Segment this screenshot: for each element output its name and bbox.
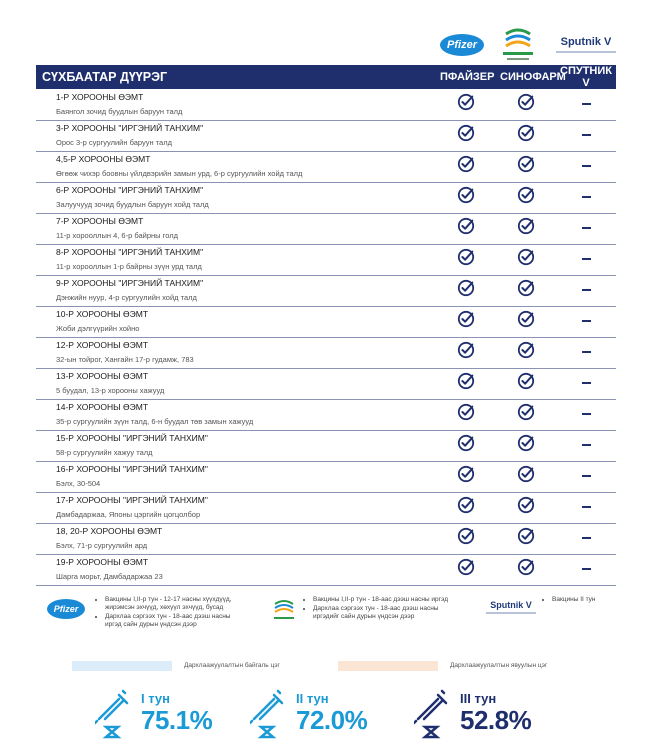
syringe-hourglass-icon — [414, 689, 448, 739]
dash-icon — [582, 165, 591, 167]
dose-1 — [95, 683, 235, 743]
sputnik-cell — [556, 368, 616, 399]
site-name: 3-Р ХОРООНЫ "ИРГЭНИЙ ТАНХИМ" — [56, 123, 204, 133]
table-row — [36, 306, 616, 337]
table-row — [36, 430, 616, 461]
pfizer-cell — [436, 275, 496, 306]
sputnik-logo-small: Sputnik V — [486, 600, 536, 614]
sputnik-cell — [556, 182, 616, 213]
pfizer-cell — [436, 523, 496, 554]
pfizer-cell — [436, 399, 496, 430]
pfizer-cell — [436, 430, 496, 461]
dose-2-label: II тун — [296, 691, 329, 706]
dose-stats — [0, 683, 647, 743]
site-name: 6-Р ХОРООНЫ "ИРГЭНИЙ ТАНХИМ" — [56, 185, 204, 195]
pfizer-notes — [95, 596, 245, 630]
check-icon — [517, 160, 535, 177]
note-item: • Дархлаа сэргээх тун - 18-аас дээш насны иргэд сайн дурын үндсэн дээр — [105, 613, 245, 629]
dash-icon — [582, 382, 591, 384]
dash-icon — [582, 444, 591, 446]
site-name: 18, 20-Р ХОРООНЫ ӨЭМТ — [56, 526, 163, 536]
sputnik-cell — [556, 554, 616, 585]
check-icon — [457, 532, 475, 549]
table-row — [36, 213, 616, 244]
site-address: Бэлх, 71-р сургуулийн ард — [56, 541, 148, 550]
sputnik-notes — [542, 596, 632, 605]
site-name: 15-Р ХОРООНЫ "ИРГЭНИЙ ТАНХИМ" — [56, 433, 208, 443]
vaccine-notes — [0, 592, 647, 642]
site-cell — [36, 275, 436, 306]
site-name: 4,5-Р ХОРООНЫ ӨЭМТ — [56, 154, 151, 164]
sinopharm-cell — [496, 337, 556, 368]
check-icon — [457, 222, 475, 239]
dash-icon — [582, 568, 591, 570]
pfizer-cell — [436, 368, 496, 399]
site-cell — [36, 430, 436, 461]
site-cell — [36, 120, 436, 151]
sputnik-cell — [556, 399, 616, 430]
site-cell — [36, 461, 436, 492]
sputnik-logo: Sputnik V — [556, 36, 616, 53]
legend-partial-swatch — [338, 661, 438, 671]
site-cell — [36, 213, 436, 244]
table-row — [36, 554, 616, 585]
legend-partial-label: Дархлаажуулалтын явуулын цэг — [450, 662, 548, 669]
vaccination-points-table — [36, 65, 616, 586]
sputnik-cell — [556, 430, 616, 461]
site-address: 11-р хорооллын 1-р байрны зүүн урд талд — [56, 262, 202, 271]
check-icon — [517, 501, 535, 518]
site-address: Баянгол зочид буудлын баруун талд — [56, 106, 183, 116]
check-icon — [517, 532, 535, 549]
site-name: 14-Р ХОРООНЫ ӨЭМТ — [56, 402, 149, 412]
table-row — [36, 275, 616, 306]
pfizer-cell — [436, 306, 496, 337]
sinopharm-cell — [496, 554, 556, 585]
table-row — [36, 151, 616, 182]
sputnik-cell — [556, 244, 616, 275]
sputnik-cell — [556, 523, 616, 554]
site-cell — [36, 337, 436, 368]
sinopharm-cell — [496, 213, 556, 244]
check-icon — [457, 191, 475, 208]
table-row — [36, 461, 616, 492]
site-cell — [36, 523, 436, 554]
syringe-hourglass-icon — [95, 689, 129, 739]
district-title: СҮХБААТАР ДҮҮРЭГ — [42, 70, 168, 84]
pfizer-cell — [436, 151, 496, 182]
sinopharm-cell — [496, 151, 556, 182]
table-row — [36, 120, 616, 151]
check-icon — [457, 470, 475, 487]
note-item: • Вакцины I,II-р тун - 12-17 насны хүүхдүүд, жирэмсэн эхчүүд, хөхүүл эхчүүд, бусад — [105, 596, 245, 612]
check-icon — [457, 98, 475, 115]
site-address: Өгөөж чихэр боовны үйлдвэрийн замын урд, 6-р сургуулийн хойд талд — [56, 169, 303, 178]
check-icon — [457, 315, 475, 332]
site-name: 8-Р ХОРООНЫ "ИРГЭНИЙ ТАНХИМ" — [56, 247, 204, 257]
col-pfizer: ПФАЙЗЕР — [440, 71, 495, 83]
check-icon — [517, 563, 535, 580]
site-address: 35-р сургуулийн зүүн талд, 6-н буудал төв замын хажууд — [56, 417, 254, 426]
site-name: 19-Р ХОРООНЫ ӨЭМТ — [56, 557, 149, 567]
sinopharm-cell — [496, 244, 556, 275]
dose-3 — [414, 683, 554, 743]
dose-1-pct: 75.1% — [141, 705, 213, 735]
table-row — [36, 368, 616, 399]
dash-icon — [582, 258, 591, 260]
site-address: 11-р хорооллын 4, 6-р байрны голд — [56, 231, 178, 240]
site-cell — [36, 368, 436, 399]
sputnik-cell — [556, 461, 616, 492]
check-icon — [517, 377, 535, 394]
col-sinopharm: СИНОФАРМ — [500, 71, 566, 83]
vaccine-logos — [0, 22, 647, 66]
sputnik-cell — [556, 275, 616, 306]
site-address: Дэнжийн нуур, 4-р сургуулийн хойд талд — [56, 293, 197, 302]
sinopharm-cell — [496, 523, 556, 554]
sinopharm-cell — [496, 399, 556, 430]
dash-icon — [582, 103, 591, 105]
dash-icon — [582, 227, 591, 229]
check-icon — [517, 470, 535, 487]
table-row — [36, 523, 616, 554]
site-name: 10-Р ХОРООНЫ ӨЭМТ — [56, 309, 149, 319]
site-name: 16-Р ХОРООНЫ "ИРГЭНИЙ ТАНХИМ" — [56, 464, 208, 474]
sinopharm-cell — [496, 275, 556, 306]
dose-2-pct: 72.0% — [296, 705, 368, 735]
site-name: 1-Р ХОРООНЫ ӨЭМТ — [56, 91, 144, 102]
dash-icon — [582, 475, 591, 477]
check-icon — [517, 346, 535, 363]
site-address: Бэлх, 30-504 — [56, 479, 101, 488]
pfizer-cell — [436, 89, 496, 120]
sputnik-cell — [556, 492, 616, 523]
check-icon — [457, 346, 475, 363]
dash-icon — [582, 537, 591, 539]
site-cell — [36, 89, 436, 120]
pfizer-logo-small: Pfizer — [47, 599, 85, 619]
sinopharm-cell — [496, 430, 556, 461]
table-row — [36, 337, 616, 368]
sinopharm-cell — [496, 368, 556, 399]
check-icon — [517, 439, 535, 456]
check-icon — [457, 377, 475, 394]
pfizer-cell — [436, 182, 496, 213]
sputnik-cell — [556, 89, 616, 120]
legend-full-swatch — [72, 661, 172, 671]
pfizer-logo: Pfizer — [440, 34, 484, 56]
pfizer-cell — [436, 492, 496, 523]
check-icon — [457, 129, 475, 146]
note-item: • Вакцины I,II-р тун - 18-аас дээш насны иргэд — [313, 596, 463, 604]
table-row — [36, 399, 616, 430]
site-address: Залуучууд зочид буудлын баруун хойд талд — [56, 200, 209, 209]
site-cell — [36, 244, 436, 275]
site-address: 32-ын тойрог, Хангайн 17-р гудамж, 783 — [56, 355, 194, 364]
check-icon — [457, 563, 475, 580]
table-row — [36, 244, 616, 275]
note-item: • Вакцины II тун — [552, 596, 632, 604]
table-row — [36, 89, 616, 120]
site-address: Шарга морьт, Дамбадаржаа 23 — [56, 572, 163, 581]
syringe-hourglass-icon — [250, 689, 284, 739]
table-row — [36, 492, 616, 523]
sputnik-cell — [556, 337, 616, 368]
sinopharm-cell — [496, 182, 556, 213]
site-name: 7-Р ХОРООНЫ ӨЭМТ — [56, 216, 144, 226]
dose-2 — [250, 683, 390, 743]
table-row — [36, 182, 616, 213]
dash-icon — [582, 134, 591, 136]
check-icon — [517, 253, 535, 270]
pfizer-cell — [436, 213, 496, 244]
sinopharm-cell — [496, 492, 556, 523]
dash-icon — [582, 413, 591, 415]
sinopharm-cell — [496, 461, 556, 492]
pfizer-cell — [436, 337, 496, 368]
sinopharm-cell — [496, 306, 556, 337]
sinopharm-notes — [303, 596, 463, 622]
pfizer-cell — [436, 554, 496, 585]
col-sputnik: СПУТНИК V — [560, 65, 612, 89]
sinopharm-logo — [498, 24, 538, 64]
site-address: Дамбадаржаа, Японы цэргийн цогцолбор — [56, 510, 201, 519]
pfizer-cell — [436, 461, 496, 492]
sinopharm-cell — [496, 120, 556, 151]
sinopharm-cell — [496, 89, 556, 120]
dose-3-pct: 52.8% — [460, 705, 532, 735]
note-item: • Дархлаа сэргээх тун - 18-аас дээш насны иргэдийг сайн дурын үндсэн дээр — [313, 605, 463, 621]
sinopharm-logo-small — [271, 596, 297, 624]
dose-1-label: I тун — [141, 691, 170, 706]
sputnik-cell — [556, 151, 616, 182]
site-address: Жоби дэлгүүрийн хойно — [56, 324, 140, 333]
dash-icon — [582, 351, 591, 353]
check-icon — [517, 191, 535, 208]
dash-icon — [582, 506, 591, 508]
sputnik-cell — [556, 120, 616, 151]
site-cell — [36, 306, 436, 337]
dash-icon — [582, 289, 591, 291]
check-icon — [457, 439, 475, 456]
check-icon — [457, 501, 475, 518]
check-icon — [517, 315, 535, 332]
site-cell — [36, 182, 436, 213]
site-name: 17-Р ХОРООНЫ "ИРГЭНИЙ ТАНХИМ" — [56, 495, 208, 505]
site-address: 58-р сургуулийн хажуу талд — [56, 448, 153, 457]
site-address: Орос 3-р сургуулийн баруун талд — [56, 138, 172, 147]
table-header — [36, 65, 616, 89]
check-icon — [457, 408, 475, 425]
check-icon — [517, 129, 535, 146]
legend — [0, 661, 647, 673]
check-icon — [457, 253, 475, 270]
site-address: 5 буудал, 13-р хорооны хажууд — [56, 386, 165, 395]
site-cell — [36, 151, 436, 182]
check-icon — [517, 284, 535, 301]
sputnik-cell — [556, 306, 616, 337]
site-cell — [36, 399, 436, 430]
site-name: 13-Р ХОРООНЫ ӨЭМТ — [56, 371, 149, 381]
check-icon — [517, 98, 535, 115]
dash-icon — [582, 320, 591, 322]
site-cell — [36, 492, 436, 523]
sputnik-cell — [556, 213, 616, 244]
check-icon — [457, 284, 475, 301]
pfizer-cell — [436, 120, 496, 151]
check-icon — [517, 408, 535, 425]
dose-3-label: III тун — [460, 691, 497, 706]
check-icon — [457, 160, 475, 177]
site-name: 12-Р ХОРООНЫ ӨЭМТ — [56, 340, 149, 350]
pfizer-cell — [436, 244, 496, 275]
check-icon — [517, 222, 535, 239]
site-cell — [36, 554, 436, 585]
dash-icon — [582, 196, 591, 198]
legend-full-label: Дархлаажуулалтын байгаль цэг — [184, 662, 280, 669]
site-name: 9-Р ХОРООНЫ "ИРГЭНИЙ ТАНХИМ" — [56, 278, 204, 288]
